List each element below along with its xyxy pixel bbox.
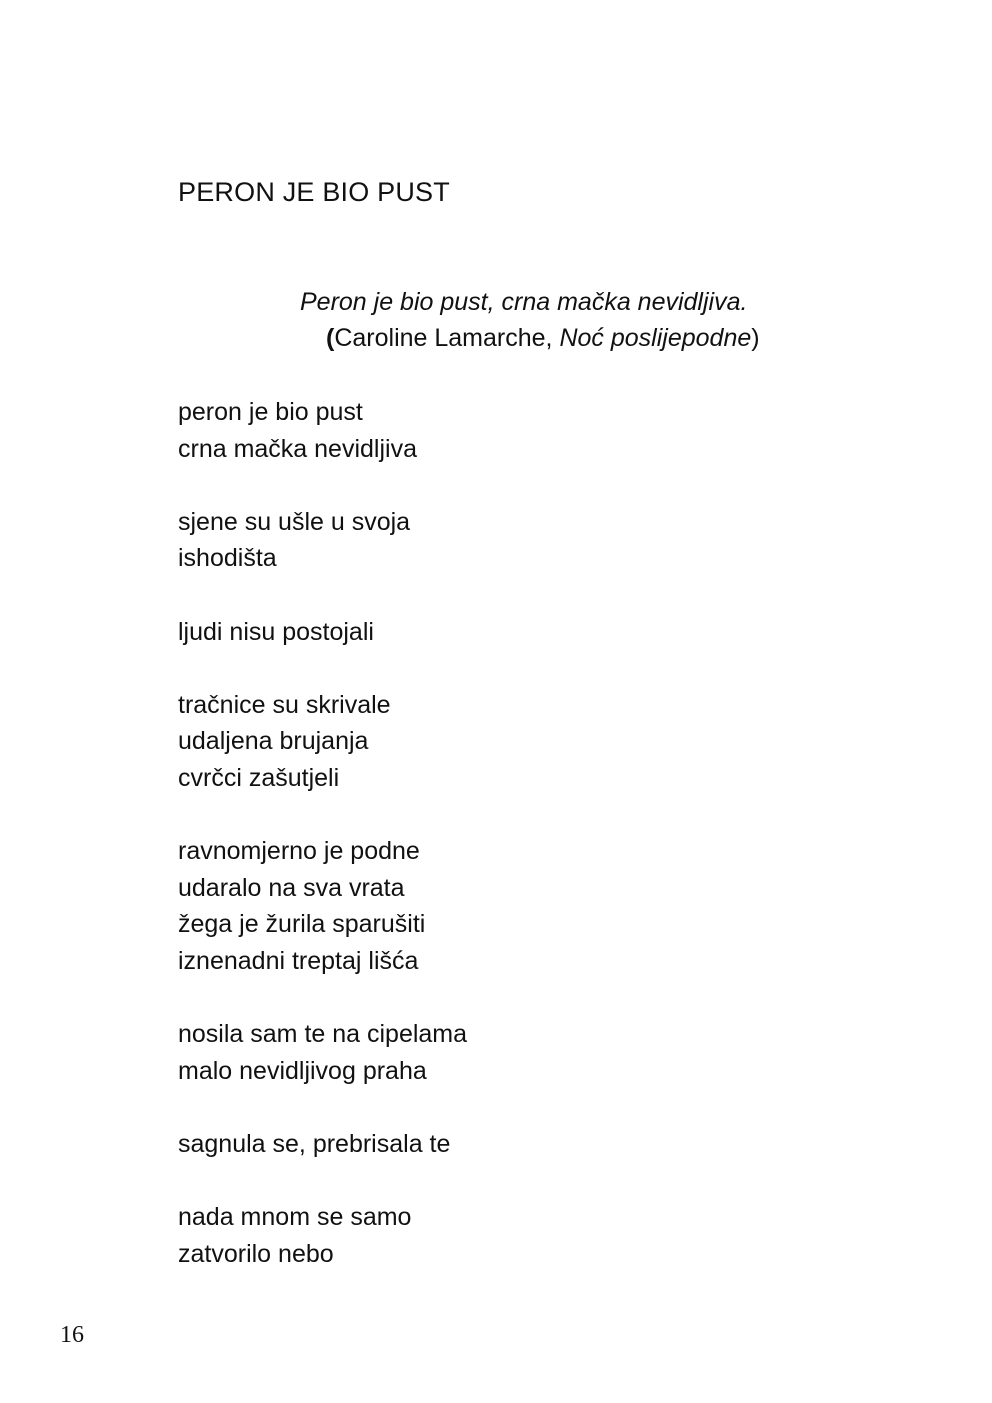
stanza — [178, 1199, 467, 1272]
poem-line: iznenadni treptaj lišća — [178, 946, 419, 975]
stanza — [178, 504, 467, 577]
citation-close-paren: ) — [751, 324, 760, 352]
poem-line: crna mačka nevidljiva — [178, 434, 417, 463]
citation-author: Caroline Lamarche, — [334, 324, 560, 352]
stanza — [178, 1016, 467, 1089]
poem-line: sjene su ušle u svoja — [178, 507, 411, 536]
stanza — [178, 394, 467, 467]
epigraph-quote: Peron je bio pust, crna mačka nevidljiva. — [300, 288, 748, 316]
stanza — [178, 614, 467, 651]
page-number: 16 — [60, 1322, 84, 1348]
poem-line: nada mnom se samo — [178, 1203, 412, 1232]
poem-line: zatvorilo nebo — [178, 1239, 334, 1268]
poem-line: ravnomjerno je podne — [178, 837, 420, 866]
poem-body — [178, 394, 467, 1309]
poem-title: PERON JE BIO PUST — [178, 177, 450, 207]
citation-open-paren: ( — [326, 324, 335, 352]
stanza — [178, 1126, 467, 1163]
poem-line: ishodišta — [178, 544, 277, 573]
epigraph — [300, 284, 830, 356]
poem-line: nosila sam te na cipelama — [178, 1020, 468, 1049]
poem-line: tračnice su skrivale — [178, 690, 391, 719]
stanza — [178, 833, 467, 979]
poem-line: udaljena brujanja — [178, 727, 369, 756]
poem-line: žega je žurila sparušiti — [178, 910, 426, 939]
poem-line: malo nevidljivog praha — [178, 1056, 427, 1085]
poem-line: peron je bio pust — [178, 398, 363, 426]
poem-line: sagnula se, prebrisala te — [178, 1129, 451, 1158]
citation-work: Noć poslijepodne — [559, 324, 752, 352]
poem-line: ljudi nisu postojali — [178, 617, 374, 646]
poem-line: udaralo na sva vrata — [178, 873, 405, 902]
poem-line: cvrčci zašutjeli — [178, 763, 340, 792]
epigraph-citation — [300, 320, 830, 356]
stanza — [178, 687, 467, 797]
